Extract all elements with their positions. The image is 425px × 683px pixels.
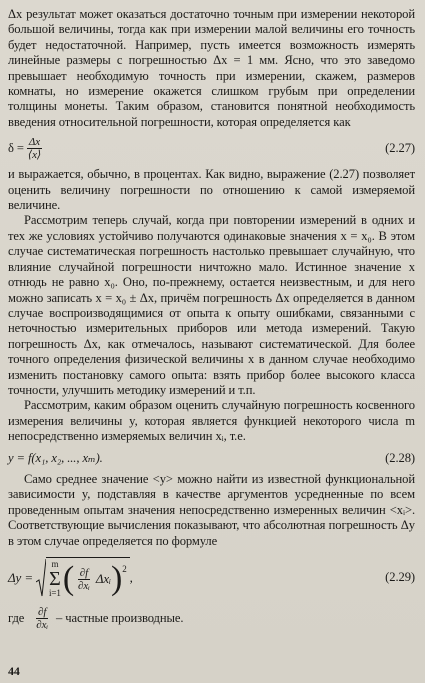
- eq229-power: 2: [122, 564, 127, 574]
- sqrt-icon: [36, 557, 130, 598]
- sum-top: m: [51, 559, 59, 569]
- footer-partial: [34, 606, 50, 631]
- eq227-number: (2.27): [385, 141, 415, 156]
- eq229-formula: [8, 557, 133, 598]
- sqrt-content: [46, 557, 130, 598]
- left-paren: (: [62, 560, 75, 597]
- eq227-numerator: Δx: [28, 136, 41, 149]
- paragraph-4: Рассмотрим, каким образом оценить случайную погрешность косвенного измерения величины y, которая является функцией некоторого числа m непосредственно измеряемых величин xᵢ, т.е.: [8, 398, 415, 444]
- eq228-number: (2.28): [385, 450, 415, 465]
- footer-prefix: где: [8, 610, 25, 625]
- equation-2-28: [8, 451, 415, 466]
- paragraph-5: Само среднее значение <y> можно найти из известной функциональной зависимости y, подставляя в качестве аргументов усредненные по всем проведенным опытам значения непосредственно измеренных величин <xᵢ>. Соответствующие вычисления показывают, что абсолютная погрешность Δy в этом случае определяется по формуле: [8, 471, 415, 548]
- eq229-partial-den: ∂xᵢ: [78, 579, 90, 592]
- eq227-lhs: δ =: [8, 141, 24, 156]
- eq229-partial-num: ∂f: [79, 566, 89, 579]
- eq229-term: Δxᵢ: [95, 571, 111, 587]
- right-paren: ): [110, 560, 123, 597]
- paragraph-1: Δx результат может оказаться достаточно точным при измерении некоторой большой величины, тогда как при измерении малой величины его точность будет недостаточной. Например, пусть имеется возможность измерять линейные размеры с погрешностью Δx = 1 мм. Ясно, что это заведомо превышает необходимую точность при измерении, скажем, размеров комнаты, но измерение окажется слишком грубым при определении толщины монеты. Таким образом, становится понятной необходимость введения относительной погрешности, которая определяется как: [8, 7, 415, 129]
- footer-suffix: – частные производные.: [56, 610, 184, 625]
- footer-partial-num: ∂f: [37, 606, 47, 618]
- eq229-partial: [76, 567, 92, 592]
- page-number: 44: [8, 663, 20, 678]
- footer-partial-den: ∂xᵢ: [36, 619, 49, 631]
- summation: [49, 560, 61, 598]
- sum-bottom: i=1: [49, 588, 61, 598]
- equation-2-27: [8, 136, 415, 161]
- footer-line: [8, 606, 415, 631]
- radical-sign-icon: [36, 558, 46, 598]
- eq229-number: (2.29): [385, 569, 415, 584]
- eq229-lhs: Δy =: [8, 569, 34, 585]
- sum-sign: Σ: [49, 568, 61, 590]
- eq228-formula: y = f(x₁, x₂, ..., xₘ).: [8, 450, 103, 465]
- eq227-fraction: [26, 136, 43, 161]
- paragraph-2: и выражается, обычно, в процентах. Как видно, выражение (2.27) позволяет оценить величину погрешности по отношению к самой измеряемой величине.: [8, 167, 415, 213]
- paragraph-3: Рассмотрим теперь случай, когда при повторении измерений в одних и тех же условиях устойчиво получаются одинаковые значения x = x₀. В этом случае систематическая погрешность настолько превышает случайную, что влияние случайной погрешности ничтожно мало. Истинное значение x отнюдь не равно x₀. Оно, по-прежнему, остается неизвестным, и для него можно записать x = x₀ ± Δx, причём погрешность Δx определяется в данном случае воспроизводящимися от опыта к опыту ошибками, связанными с неточностью измерительных приборов или метода измерений. Такую погрешность Δx, как отмечалось, называют систематической. Для более точного определения физической величины x в данном случае необходимо изменить постановку самого опыта: взять прибор более высокого класса точности, улучшить методику измерений и т.п.: [8, 213, 415, 397]
- eq229-tail: ,: [129, 569, 133, 585]
- eq227-denominator: ⟨x⟩: [27, 149, 42, 162]
- equation-2-29: [8, 557, 415, 598]
